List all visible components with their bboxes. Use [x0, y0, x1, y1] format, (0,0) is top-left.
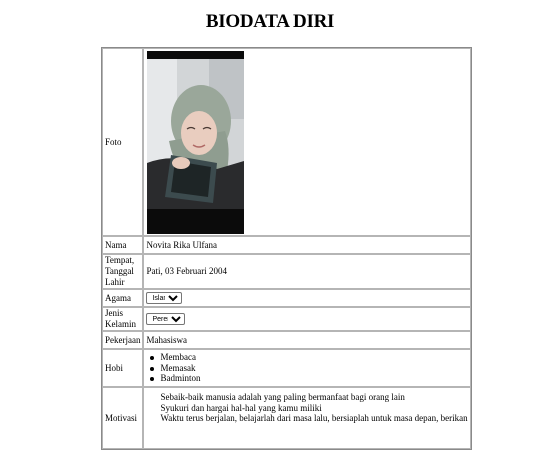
table-row-hobi	[102, 349, 471, 387]
profile-photo	[147, 51, 244, 234]
nama-label: Nama	[102, 236, 143, 254]
hobi-cell	[143, 349, 470, 387]
agama-cell	[143, 289, 470, 307]
table-row-foto	[102, 48, 471, 236]
list-item: Syukuri dan hargai hal-hal yang kamu miliki	[156, 403, 467, 414]
motivasi-list	[146, 392, 467, 424]
agama-select[interactable]	[146, 292, 182, 304]
list-item: Waktu terus berjalan, belajarlah dari masa lalu, bersiaplah untuk masa depan, berikan	[156, 413, 467, 424]
foto-label: Foto	[102, 48, 143, 236]
pekerjaan-value: Mahasiswa	[143, 331, 470, 349]
table-row-pekerjaan	[102, 331, 471, 349]
table-row-agama	[102, 289, 471, 307]
table-row-ttl	[102, 254, 471, 289]
ttl-value: Pati, 03 Februari 2004	[143, 254, 470, 289]
nama-value: Novita Rika Ulfana	[143, 236, 470, 254]
table-row-jenis-kelamin	[102, 307, 471, 331]
list-item: Badminton	[156, 373, 467, 384]
biodata-table	[101, 47, 472, 450]
foto-cell	[143, 48, 470, 236]
motivasi-cell	[143, 387, 470, 449]
hobi-list	[146, 352, 467, 384]
table-row-nama	[102, 236, 471, 254]
page-title: BIODATA DIRI	[205, 11, 335, 32]
agama-label: Agama	[102, 289, 143, 307]
pekerjaan-label: Pekerjaan	[102, 331, 143, 349]
jenis-kelamin-select[interactable]	[146, 313, 185, 325]
motivasi-label: Motivasi	[102, 387, 143, 449]
list-item: Membaca	[156, 352, 467, 363]
jenis-kelamin-cell	[143, 307, 470, 331]
ttl-label: Tempat, Tanggal Lahir	[102, 254, 143, 289]
hobi-label: Hobi	[102, 349, 143, 387]
list-item: Sebaik-baik manusia adalah yang paling bermanfaat bagi orang lain	[156, 392, 467, 403]
table-row-motivasi	[102, 387, 471, 449]
jenis-kelamin-label: Jenis Kelamin	[102, 307, 143, 331]
profile-photo-image	[147, 51, 244, 234]
list-item: Memasak	[156, 363, 467, 374]
